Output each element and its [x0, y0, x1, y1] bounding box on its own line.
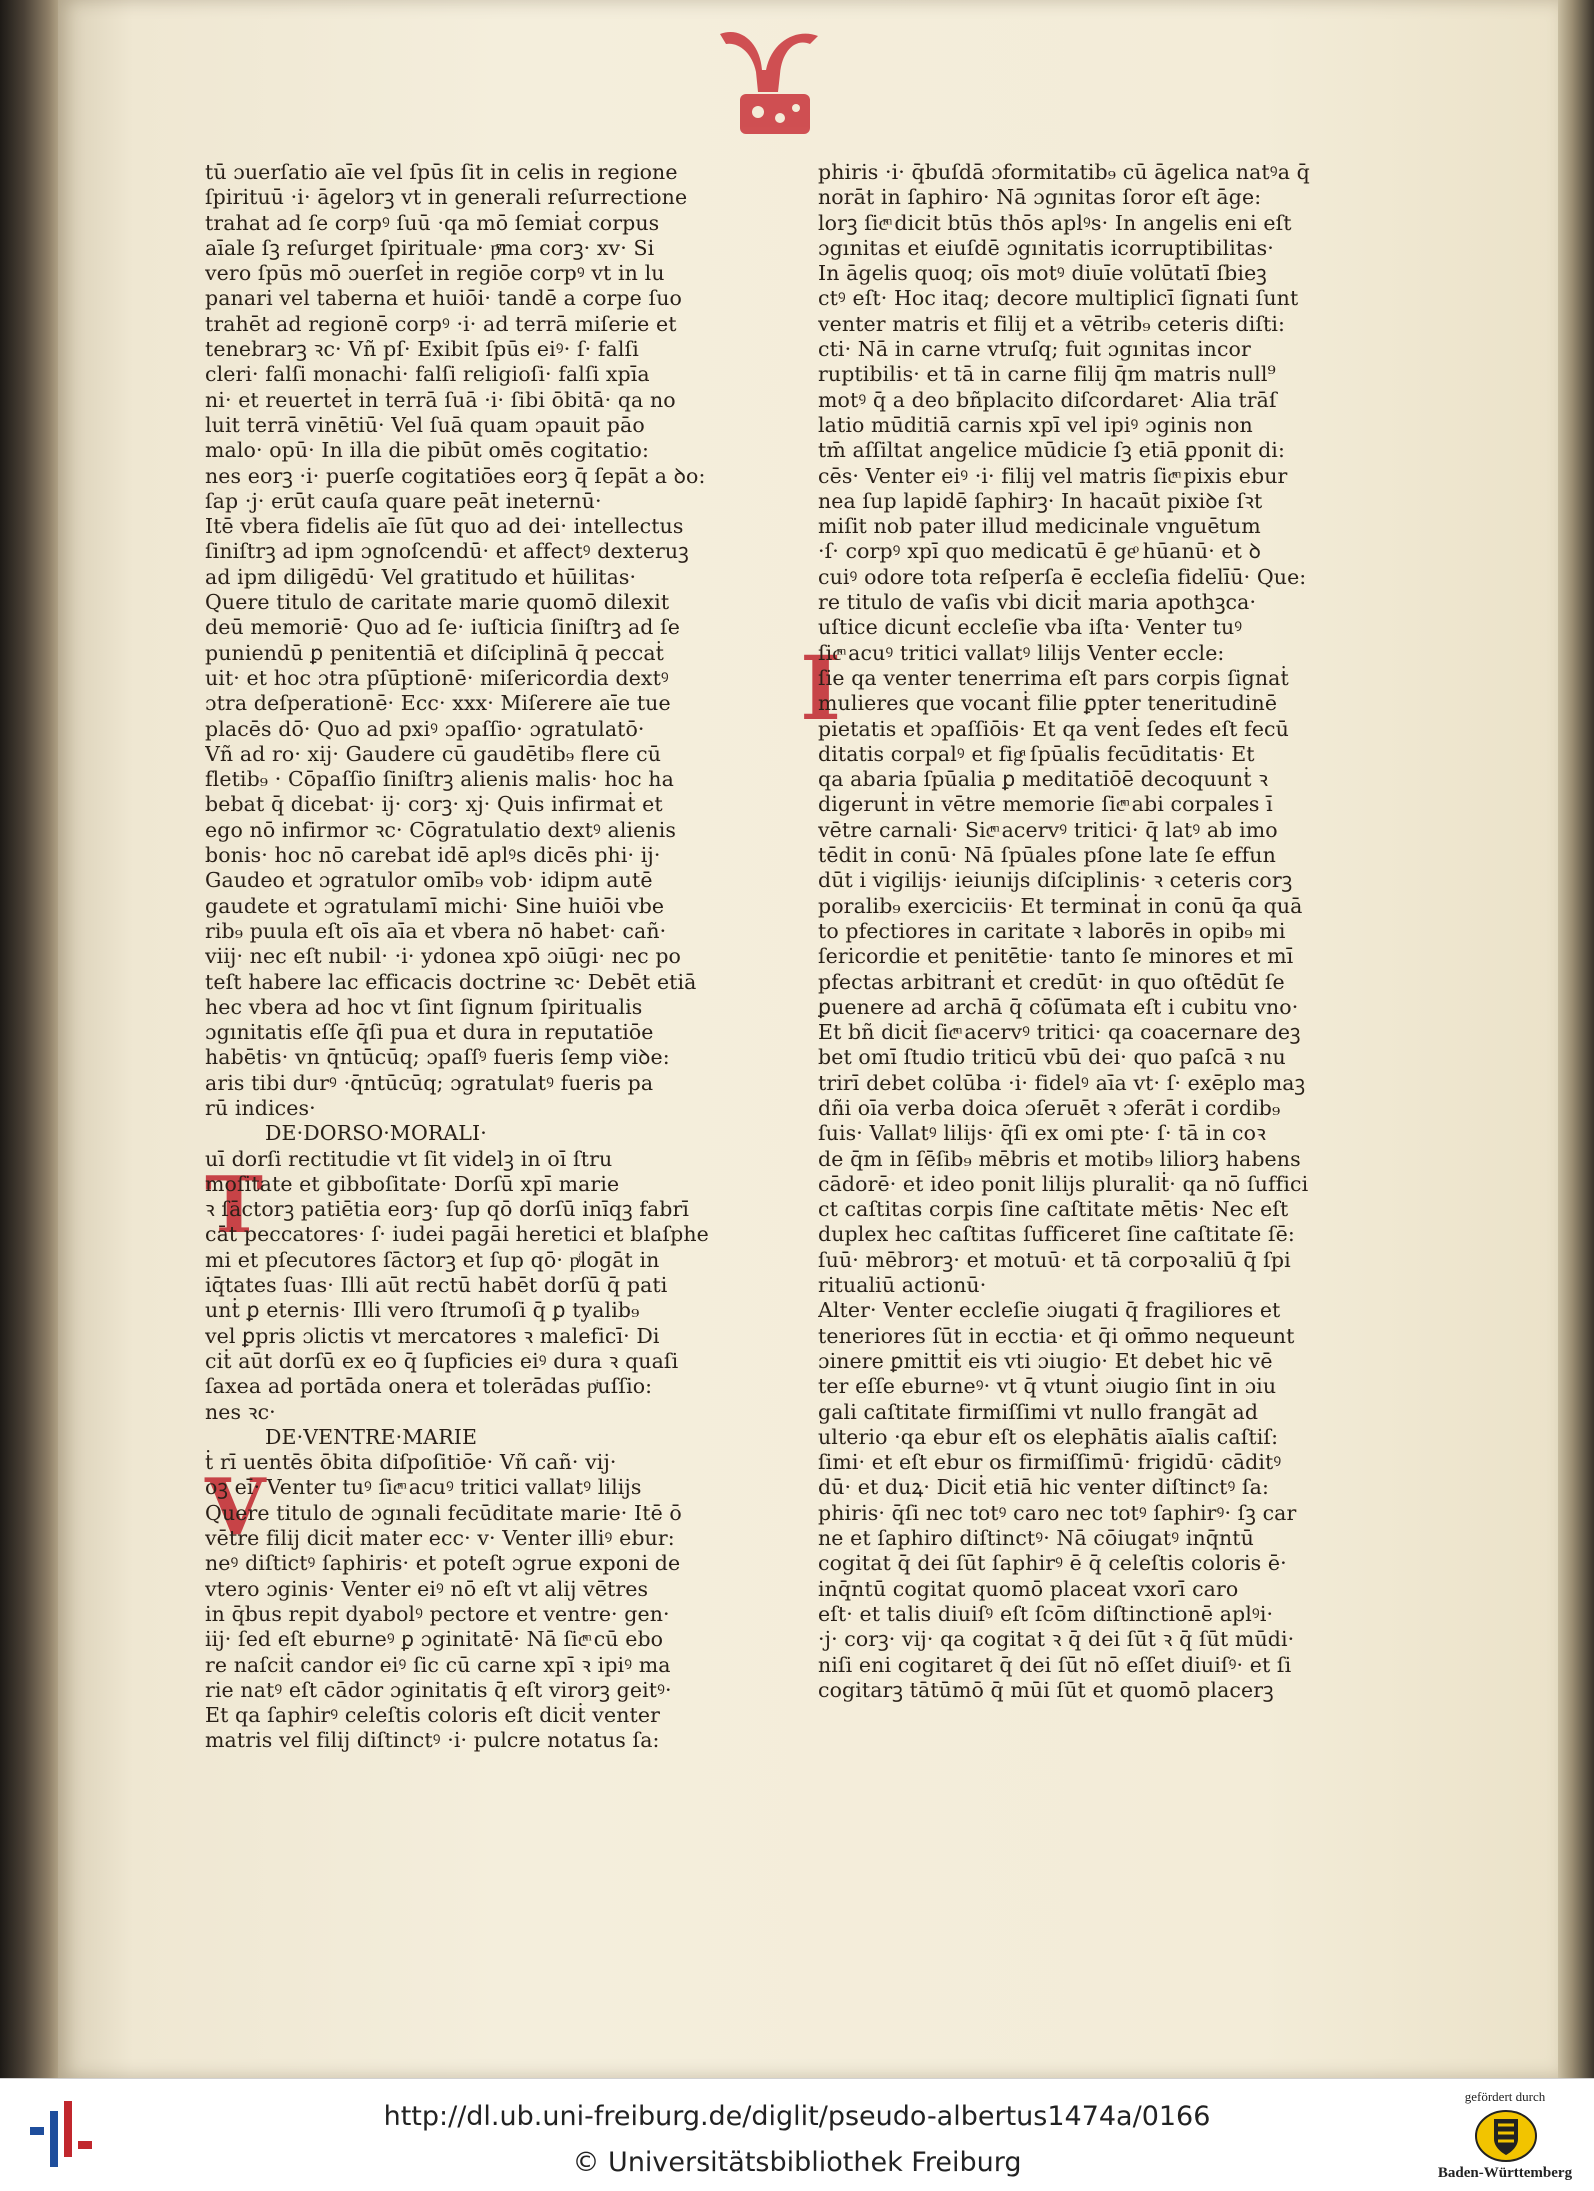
text-line: puniendū ꝑ penitentiā et diſciplinā q̄ peccaṫ: [205, 640, 664, 665]
text-line: dū· et duꝝ· Diciṫ etiā hic venter diſtinctꝰ ſa:: [818, 1475, 1270, 1500]
text-line: digerunṫ in vētre memorie ſicͫ abi corpales ī: [818, 792, 1273, 817]
text-line: ego nō infirmor ꝛc· Cōgratulatio dextꝰ alienis: [205, 817, 676, 842]
signature-mark-icon: [700, 22, 840, 142]
initial-letter-icon: I: [800, 636, 842, 740]
text-line: tēdit in conū· Nā ſpūales pſone late ſe effun: [818, 843, 1276, 868]
text-line: Gaudeo et ɔgratulor omīb₉ vob· idipm autē: [205, 868, 653, 893]
text-line: iq̄tates ſuas· Illi aūt rectū habēt dorſū q̄ pati: [205, 1273, 668, 1298]
text-line: to pfectiores in caritate ꝛ laborēs in opib₉ mi: [818, 918, 1286, 943]
text-line: pfectas arbitranṫ et credūt· in quo oſtēdūt ſe: [818, 969, 1285, 994]
text-line: cti· Nā in carne vtruſq; fuit ɔgınitas incor: [818, 337, 1251, 362]
text-line: ɔgınitas et eiuſdē ɔgınitatis icorruptibilitas·: [818, 235, 1274, 260]
text-line: eſt· et talis diuiſꝰ eſt ſcōm diſtinctionē aplꝰi·: [818, 1601, 1274, 1626]
text-line: vero ſpūs mō ɔuerſeṫ in regiōe corpꝰ vt in lu: [205, 261, 665, 286]
text-line: ad ipm diligēdū· Vel gratitudo et hūilitas·: [205, 564, 637, 589]
text-line: mulieres que vocanṫ filie ꝑpter teneritudinē: [818, 691, 1278, 716]
text-line: cogitat q̄ dei ſūt ſaphirꝰ ē q̄ celeſtis coloris ē·: [818, 1551, 1287, 1576]
text-line: Alter· Venter eccleſie ɔiugati q̄ fragiliores et: [818, 1298, 1281, 1323]
text-line: ſericordie et penitētie· tanto ſe minores et mī: [818, 944, 1294, 969]
copyright-text: © Universitätsbibliothek Freiburg: [572, 2147, 1022, 2178]
text-line: vtero ɔginis· Venter eiꝰ nō eſt vt alij vētres: [205, 1576, 649, 1601]
text-line: Quere titulo de caritate marie quomō dilexit: [205, 590, 670, 615]
text-line: habētis· vn q̄ntūcūq; ɔpaſſꝰ fueris ſemp viꝺe:: [205, 1045, 670, 1070]
text-line: iij· ſed eſt eburneꝰ ꝑ ɔginitatē· Nā ſicͫ cū ebo: [205, 1627, 664, 1652]
text-line: teſt habere lac efficacis doctrine ꝛc· Debēt etiā: [205, 969, 697, 994]
text-line: dūt i vigilijs· ieiunijs diſciplinis· ꝛ ceteris corꝫ: [818, 868, 1293, 893]
text-line: trahat ad ſe corpꝰ ſuū ·qa mō ſemiaṫ corpus: [205, 210, 660, 235]
text-line: ɔinere ꝑmittiṫ eis vti ɔiugio· Et debet hic vē: [818, 1348, 1273, 1373]
text-line: In āgelis quoq; oīs motꝰ diuīe volūtatī ſbieꝫ: [818, 261, 1267, 286]
text-line: nes ꝛc·: [205, 1399, 276, 1424]
text-line: Et qa ſaphirꝰ celeſtis coloris eſt diciṫ venter: [205, 1703, 660, 1728]
text-line: matris vel filij diſtinctꝰ ·i· pulcre notatus ſa:: [205, 1728, 660, 1753]
text-line: nes eorꝫ ·i· puerſe cogitatiōes eorꝫ q̄ ſepāt a ꝺo:: [205, 463, 706, 488]
text-line: Quere titulo de ɔgınali fecūditate marie· Itē ō: [205, 1500, 682, 1525]
text-line: moſitate et gibboſitate· Dorſū xpī marie: [205, 1171, 620, 1196]
text-line: uſtice dicunṫ eccleſie vba iſta· Venter tuꝰ: [818, 615, 1243, 640]
text-line: lorꝫ ſicͫ dicit btūs thōs aplꝰs· In angelis eni eſt: [818, 210, 1292, 235]
text-line: cleri· falſi monachi· falſi religioſi· falſi xpīa: [205, 362, 650, 387]
text-line: latio mūditiā carnis xpī vel ipiꝰ ɔginis non: [818, 412, 1253, 437]
text-line: oꝫ eī· Venter tuꝰ ſicͫ acuꝰ tritici vallatꝰ lilijs: [205, 1475, 642, 1500]
text-line: ſie qa venter tenerrima eſt pars corpis ſignaṫ: [818, 665, 1289, 690]
text-line: trirī debet colūba ·i· fidelꝰ aīa vt· ſ· exēplo maꝫ: [818, 1070, 1306, 1095]
text-line: ſuis· Vallatꝰ lilijs· q̄ſi ex omi pte· ſ· tā in coꝛ: [818, 1121, 1266, 1146]
right-text-column: [818, 160, 1318, 1703]
text-line: deū memoriē· Quo ad ſe· iuſticia ſiniſtrꝫ ad ſe: [205, 615, 681, 640]
text-line: ſimi· et eſt ebur os firmiſſimū· frigidū· cāditꝰ: [818, 1450, 1282, 1475]
text-line: cēs· Venter eiꝰ ·i· filij vel matris ſicͫ pixis ebur: [818, 463, 1288, 488]
text-line: ne et ſaphiro diſtinctꝰ· Nā cōiugatꝰ inq̄ntū: [818, 1526, 1254, 1551]
baden-wuerttemberg-coat-of-arms-icon: [1474, 2109, 1538, 2163]
text-line: vētre filij diciṫ mater ecc· v· Venter illiꝰ ebur:: [205, 1526, 675, 1551]
text-line: ſiniſtrꝫ ad ipm ɔgnoſcendū· et affectꝰ dexteruꝫ: [205, 539, 689, 564]
text-line: ſap ·j· erūt cauſa quare peāt ineternū·: [205, 488, 602, 513]
text-line: ctꝰ eſt· Hoc itaq; decore multiplicī ſignati ſunt: [818, 286, 1299, 311]
text-line: vētre carnali· Sicͫ acervꝰ tritici· q̄ latꝰ ab imo: [818, 817, 1278, 842]
text-line: ꝛ ſāctorꝫ patiētia eorꝫ· ſup qō dorſū inīqꝫ fabrī: [205, 1197, 690, 1222]
text-line: ruptibilis· et tā in carne filij q̄m matris null⁹: [818, 362, 1276, 387]
text-line: tm̄ aſſiltat angelice mūdicie ſꝫ etiā ꝑponit di:: [818, 438, 1285, 463]
text-line: ni· et reuerteṫ in terrā ſuā ·i· ſibi ōbitā· qa no: [205, 387, 676, 412]
text-line: inq̄ntū cogitat quomō placeat vxorī caro: [818, 1576, 1239, 1601]
text-line: ſuū· mēbrorꝫ· et motuū· et tā corpoꝛaliū q̄ ſpi: [818, 1247, 1291, 1272]
text-line: miſit nob pater illud medicinale vnguētum: [818, 514, 1261, 539]
text-line: phiris· q̄ſi nec totꝰ caro nec totꝰ ſaphirꝰ· ſꝫ car: [818, 1500, 1297, 1525]
text-line: mi et pſecutores ſāctorꝫ et ſup qō· pͥlogāt in: [205, 1247, 660, 1272]
text-line: norāt in ſaphiro· Nā ɔgınitas ſoror eſt āge:: [818, 185, 1262, 210]
text-line: motꝰ q̄ a deo bñplacito diſcordaret· Alia trāſ: [818, 387, 1277, 412]
text-line: cuiꝰ odore tota reſperſa ē eccleſia fidelīū· Que:: [818, 564, 1307, 589]
text-line: phiris ·i· q̄buſdā ɔformitatib₉ cū āgelica natꝰa q̄: [818, 160, 1310, 184]
text-line: bebat q̄ dicebat· ij· corꝫ· xj· Quis infirmaṫ et: [205, 792, 663, 817]
text-line: teneriores ſūt in ecctia· et q̄i om̄mo nequeunt: [818, 1323, 1295, 1348]
text-line: Et bñ diciṫ ſicͫ acervꝰ tritici· qa coacernare deꝫ: [818, 1020, 1301, 1045]
text-line: ciṫ aūt dorſū ex eo q̄ ſupficies eiꝰ dura ꝛ quaſi: [205, 1348, 679, 1373]
text-line: malo· opū· In illa die pibūt omēs cogitatio:: [205, 438, 649, 463]
text-line: gali caſtitate firmiſſimi vt nullo frangāt ad: [818, 1399, 1259, 1424]
text-line: venter matris et filij et a vētrib₉ ceteris diſti:: [818, 311, 1286, 336]
text-line: ter eſſe eburneꝰ· vt q̄ vtunṫ ɔiugio ſint in ɔiu: [818, 1374, 1277, 1399]
text-line: re titulo de vaſis vbi diciṫ maria apothꝫca·: [818, 590, 1257, 615]
document-url-link[interactable]: http://dl.ub.uni-freiburg.de/diglit/pseudo-albertus1474a/0166: [383, 2101, 1211, 2132]
text-line: uī dorſi rectitudie vt ſit videlꝫ in oī ſtru: [205, 1146, 613, 1171]
page-right-edge: [1558, 0, 1594, 2078]
text-line: nea ſup lapidē ſaphirꝫ· In hacaūt pixiꝺe ſꝛt: [818, 488, 1263, 513]
book-binding-edge: [0, 0, 60, 2078]
text-line: vel ꝑpris ɔlictis vt mercatores ꝛ maleficī· Di: [205, 1323, 660, 1348]
text-line: pietatis et ɔpaſſiōis· Et qa venṫ ſedes eſt fecū: [818, 716, 1289, 741]
text-line: ſaxea ad portāda onera et tolerādas pͥuſſio:: [205, 1374, 653, 1399]
text-line: ɔgınitatis eſſe q̄ſi pua et dura in reputatiōe: [205, 1020, 654, 1045]
text-line: ritualiū actionū·: [818, 1273, 987, 1298]
section-heading: DE·DORSO·MORALI·: [265, 1121, 487, 1146]
text-line: de q̄m in ſēſib₉ mēbris et motib₉ liliorꝫ habens: [818, 1146, 1301, 1171]
text-line: gaudete et ɔgratulamī michi· Sine huiōi vbe: [205, 893, 665, 918]
text-line: rib₉ puula eſt oīs aīa et vbera nō habet· cañ·: [205, 918, 667, 943]
text-line: cogitarꝫ tātūmō q̄ mūi ſūt et quomō placerꝫ: [818, 1677, 1274, 1702]
text-line: ɔtra deſperationē· Ecc· xxx· Miſerere aīe tue: [205, 691, 671, 716]
text-line: re naſciṫ candor eiꝰ ſic cū carne xpī ꝛ ipiꝰ ma: [205, 1652, 671, 1677]
text-line: dñi oīa verba doica ɔſeruēt ꝛ ɔferāt i cordib₉: [818, 1095, 1281, 1120]
text-line: trahēt ad regionē corpꝰ ·i· ad terrā miſerie et: [205, 311, 677, 336]
text-line: aris tibi durꝰ ·q̄ntūcūq; ɔgratulatꝰ fueris pa: [205, 1070, 654, 1095]
text-line: cāt peccatores· ſ· iudei pagāi heretici et blaſphe: [205, 1222, 709, 1247]
text-line: bonis· hoc nō carebat idē aplꝰs dicēs phi· ij·: [205, 843, 661, 868]
text-line: ditatis corpalꝰ et figͣ ſpūalis fecūditatis· Et: [818, 741, 1255, 766]
text-line: cādorē· et ideo ponit lilijs pluraliṫ· qa nō ſuffici: [818, 1171, 1309, 1196]
text-line: ſpirituū ·i· āgelorꝫ vt in generali reſurrectione: [205, 185, 688, 210]
text-line: duplex hec caſtitas ſufficeret ſine caſtitate ſē:: [818, 1222, 1295, 1247]
section-heading: DE·VENTRE·MARIE: [265, 1424, 478, 1449]
text-line: neꝰ diſtictꝰ ſaphiris· et poteſt ɔgrue exponi de: [205, 1551, 681, 1576]
text-line: tū ɔuerſatio aīe vel ſpūs ſit in celis in regione: [205, 160, 678, 184]
text-line: tenebrarꝫ ꝛc· Vñ pſ· Exibit ſpūs eiꝰ· ſ· falſi: [205, 337, 639, 362]
initial-letter-icon: V: [205, 1462, 266, 1553]
left-text-column: [205, 160, 710, 1754]
initial-letter-icon: T: [205, 1160, 264, 1251]
text-line: unṫ ꝑ eternis· Illi vero ſtrumoſi q̄ ꝑ tyalib₉: [205, 1298, 640, 1323]
text-line: ·j· corꝫ· vij· qa cogitat ꝛ q̄ dei ſūt ꝛ q̄ ſūt mūdi·: [818, 1627, 1295, 1652]
text-line: in q̄bus repit dyabolꝰ pectore et ventre· gen·: [205, 1601, 670, 1626]
text-line: poralib₉ exerciciis· Et terminaṫ in conū q̄a quā: [818, 893, 1303, 918]
funder-label: gefördert durch: [1464, 2089, 1546, 2104]
text-line: ꝑuenere ad archā q̄ cōſūmata eſt i cubitu vno·: [818, 994, 1299, 1019]
text-line: fletib₉ · Cōpaſſio ſiniſtrꝫ alienis malis· hoc ha: [205, 767, 674, 792]
text-line: Vñ ad ro· xij· Gaudere cū gaudētib₉ flere cū: [205, 741, 662, 766]
text-line: rie natꝰ eſt cādor ɔginitatis q̄ eſt virorꝫ geitꝰ·: [205, 1677, 672, 1702]
text-line: viij· nec eſt nubil· ·i· ydonea xpō ɔiūgi· nec po: [205, 944, 681, 969]
text-line: ct caſtitas corpis ſine caſtitate mētis· Nec eſt: [818, 1197, 1289, 1222]
text-line: uit· et hoc ɔtra pſūptionē· miſericordia dextꝰ: [205, 665, 669, 690]
text-line: placēs dō· Quo ad pxiꝰ ɔpaſſio· ɔgratulatō·: [205, 716, 645, 741]
text-line: Itē vbera fidelis aīe ſūt quo ad dei· intellectus: [205, 514, 684, 539]
viewer-footer: [0, 2078, 1594, 2191]
text-line: bet omī ſtudio triticū vbū dei· quo paſcā ꝛ nu: [818, 1045, 1286, 1070]
text-line: panari vel taberna et huiōi· tandē a corpe ſuo: [205, 286, 682, 311]
text-line: qa abaria ſpūalia ꝑ meditatiōē decoquunṫ ꝛ: [818, 767, 1269, 792]
text-line: ſicͫ acuꝰ tritici vallatꝰ lilijs Venter eccle:: [818, 640, 1225, 665]
text-line: luit terrā vinētiū· Vel ſuā quam ɔpauit pāo: [205, 412, 645, 437]
text-line: rū indices·: [205, 1095, 316, 1120]
funder-block: [1430, 2087, 1580, 2187]
text-line: hec vbera ad hoc vt ſint ſignum ſpiritualis: [205, 994, 643, 1019]
funder-name: Baden-Württemberg: [1437, 2165, 1573, 2181]
text-line: aīale ſꝫ reſurget ſpirituale· pͫma corꝫ· xv· Si: [205, 235, 655, 260]
text-line: niſi eni cogitaret q̄ dei ſūt nō eſſet diuiſꝰ· et ſi: [818, 1652, 1292, 1677]
text-line: ·ſ· corpꝰ xpī quo medicatū ē geͦ hūanū· et ꝺ: [818, 539, 1261, 564]
text-line: ṫ rī uentēs ōbita diſpoſitiōe· Vñ cañ· vij·: [205, 1450, 617, 1475]
text-line: ulterio ·qa ebur eſt os elephātis aīalis caſtiſ:: [818, 1424, 1279, 1449]
